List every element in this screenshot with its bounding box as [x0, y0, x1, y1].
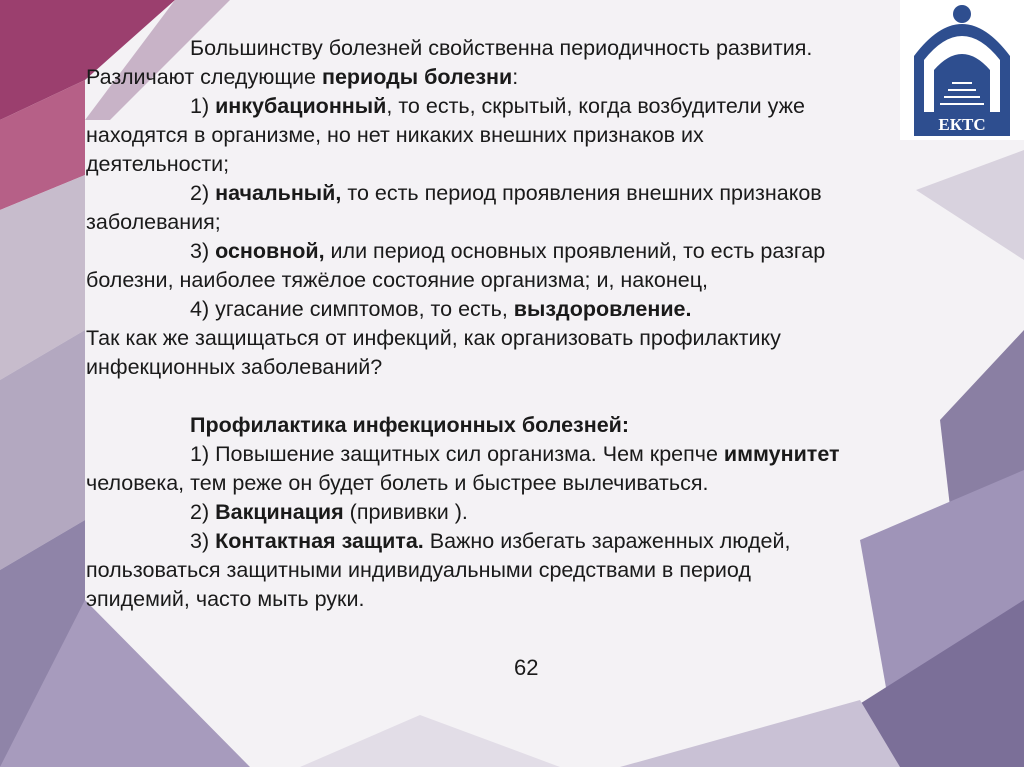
text-span: (прививки ). — [343, 500, 468, 524]
text-line — [86, 150, 916, 179]
text-span: 3) — [190, 529, 216, 553]
text-span: то есть период проявления внешних признаков — [341, 181, 822, 205]
text-line — [86, 208, 916, 237]
text-span: Большинству болезней свойственна периодичность развития. — [190, 36, 813, 60]
ektc-logo — [900, 0, 1024, 140]
text-line — [86, 34, 916, 63]
text-span: болезни, наиболее тяжёлое состояние организма; и, наконец, — [86, 268, 708, 292]
text-line — [86, 469, 916, 498]
text-span: деятельности; — [86, 152, 230, 176]
slide-body-text — [86, 34, 916, 694]
bold-text: периоды болезни — [321, 65, 513, 89]
text-span: 2) — [190, 181, 216, 205]
bold-text: начальный, — [215, 181, 342, 205]
text-line — [86, 266, 916, 295]
bold-text: иммунитет — [723, 442, 840, 466]
text-line — [86, 498, 916, 527]
text-line — [86, 527, 916, 556]
text-span: 1) Повышение защитных сил организма. Чем крепче — [190, 442, 724, 466]
text-line — [86, 121, 916, 150]
bold-text: Профилактика инфекционных болезней: — [190, 413, 630, 437]
bold-text: Контактная защита. — [215, 529, 424, 553]
text-line — [86, 295, 916, 324]
bold-text: выздоровление. — [513, 297, 692, 321]
text-line — [86, 556, 916, 585]
text-span: человека, тем реже он будет болеть и быстрее вылечиваться. — [86, 471, 709, 495]
page-number: 62 — [514, 655, 539, 680]
text-line — [86, 92, 916, 121]
text-span: : — [512, 65, 519, 89]
text-span: пользоваться защитными индивидуальными средствами в период — [86, 558, 751, 582]
text-line — [86, 411, 916, 440]
text-line — [86, 440, 916, 469]
text-span: заболевания; — [86, 210, 221, 234]
text-span: 3) — [190, 239, 216, 263]
text-span: 4) угасание симптомов, то есть, — [190, 297, 514, 321]
text-span: находятся в организме, но нет никаких внешних признаков их — [86, 123, 704, 147]
text-line — [86, 353, 916, 382]
logo-text: ЕКТС — [938, 115, 986, 134]
text-span: эпидемий, часто мыть руки. — [86, 587, 365, 611]
text-span: 2) — [190, 500, 216, 524]
text-line — [86, 179, 916, 208]
text-line — [86, 585, 916, 614]
bold-text: Вакцинация — [215, 500, 344, 524]
bold-text: основной, — [215, 239, 325, 263]
blank-line — [86, 382, 916, 411]
bold-text: инкубационный — [215, 94, 387, 118]
text-span: , то есть, скрытый, когда возбудители уже — [386, 94, 805, 118]
text-line — [86, 237, 916, 266]
text-span: инфекционных заболеваний? — [86, 355, 383, 379]
text-span: Так как же защищаться от инфекций, как организовать профилактику — [86, 326, 781, 350]
ektc-gate-emblem-icon — [900, 0, 1024, 140]
text-span: или период основных проявлений, то есть разгар — [324, 239, 826, 263]
text-line — [86, 324, 916, 353]
text-span: Важно избегать зараженных людей, — [423, 529, 791, 553]
text-span: Различают следующие — [86, 65, 322, 89]
text-span: 1) — [190, 94, 216, 118]
text-line — [86, 63, 916, 92]
